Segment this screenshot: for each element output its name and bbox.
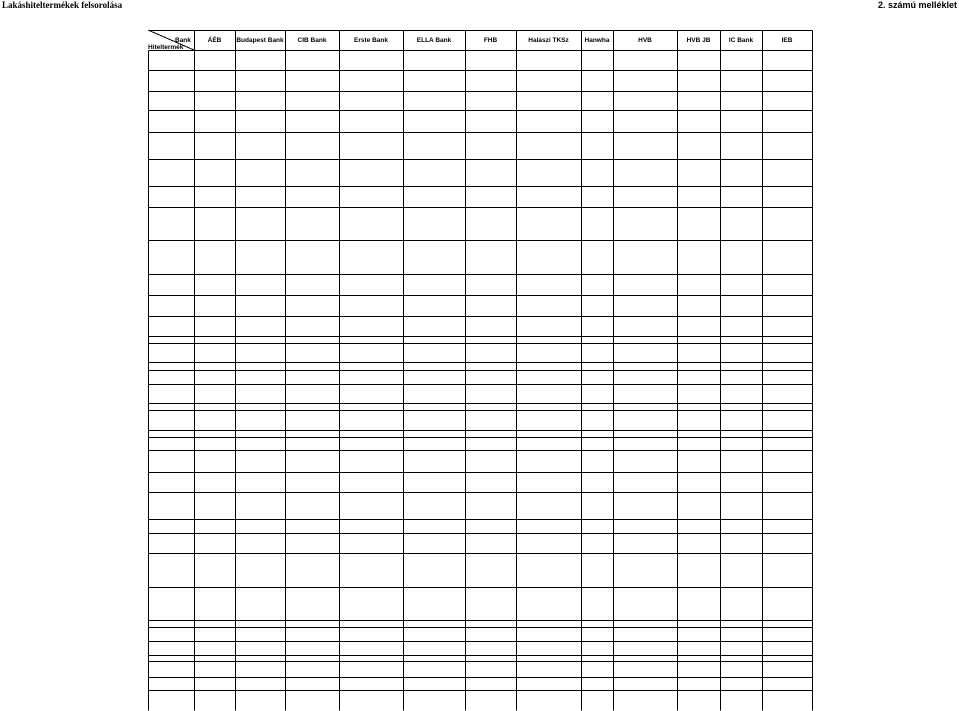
bank-header: ELLA Bank <box>416 37 452 44</box>
bank-header: IEB <box>781 37 793 44</box>
bank-header: ÁÉB <box>207 37 222 44</box>
bank-headers <box>208 35 793 44</box>
bank-header: Halászi TKSz <box>528 37 569 44</box>
bank-header: FHB <box>483 37 498 44</box>
page-title: Lakáshiteltermékek felsorolása <box>2 0 123 10</box>
table-grid-lines <box>149 31 813 711</box>
bank-header: Budapest Bank <box>236 37 284 44</box>
bank-header: CIB Bank <box>297 37 327 44</box>
bank-header: Hanwha <box>584 37 610 44</box>
bank-header: HVB <box>638 37 652 44</box>
corner-label-product: Hiteltermék <box>148 44 184 51</box>
bank-header: Erste Bank <box>354 37 388 44</box>
bank-header: HVB JB <box>686 37 711 44</box>
annex-label: 2. számú melléklet <box>877 0 957 10</box>
bank-header: IC Bank <box>728 37 754 44</box>
corner-label-bank: Bank <box>175 37 191 44</box>
